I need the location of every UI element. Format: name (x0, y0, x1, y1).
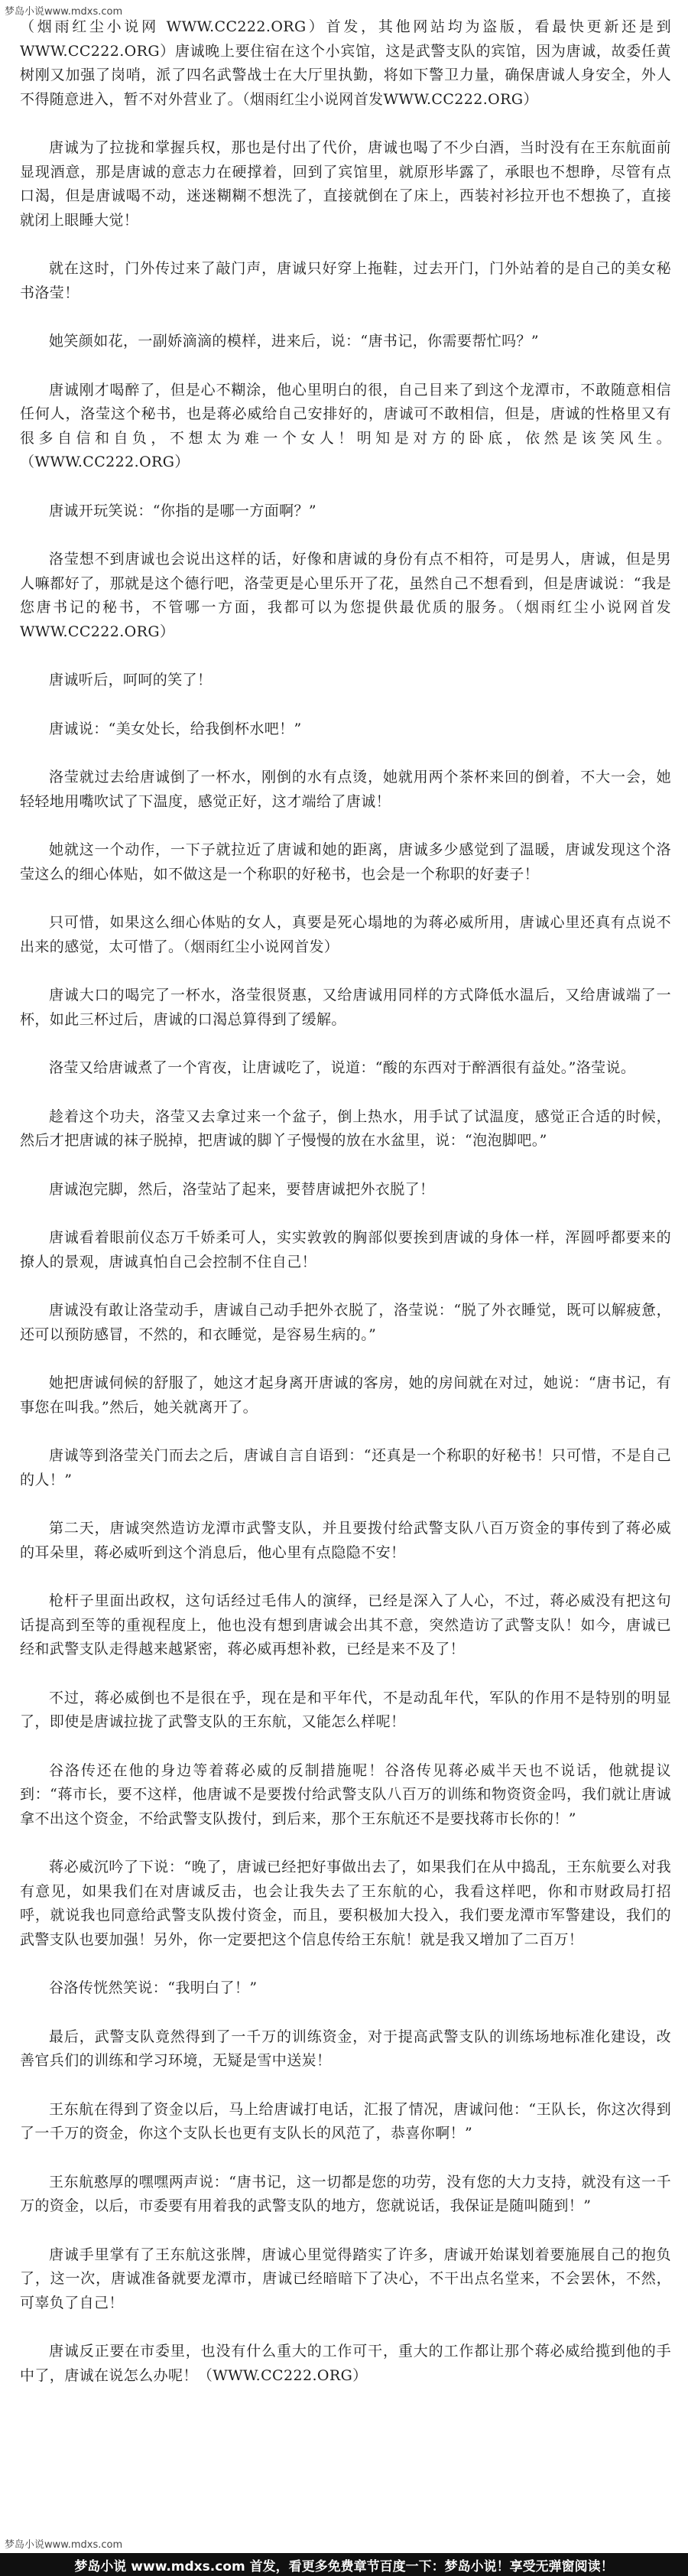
paragraph: 唐诚没有敢让洛莹动手，唐诚自己动手把外衣脱了，洛莹说：“脱了外衣睡觉，既可以解疲惫，还可以预防感冒，不然的，和衣睡觉，是容易生病的。” (20, 1302, 671, 1343)
paragraph: 洛莹又给唐诚煮了一个宵夜，让唐诚吃了，说道：“酸的东西对于醉酒很有益处。”洛莹说。 (49, 1059, 636, 1076)
paragraph: 唐诚开玩笑说：“你指的是哪一方面啊？” (49, 502, 317, 519)
footer-text: 梦岛小说 www.mdxs.com 首发，看更多免费章节百度一下：梦岛小说！享受无弹窗阅读！ (74, 2558, 614, 2574)
paragraph: 不过，蒋必威倒也不是很在乎，现在是和平年代，不是动乱年代，军队的作用不是特别的明显了，即使是唐诚拉拢了武警支队的王东航，又能怎么样呢！ (20, 1689, 671, 1730)
paragraph: 只可惜，如果这么细心体贴的女人，真要是死心塌地的为蒋必威所用，唐诚心里还真有点说不出来的感觉，太可惜了。（烟雨红尘小说网首发） (20, 914, 671, 955)
paragraph: 唐诚刚才喝醉了，但是心不糊涂，他心里明白的很，自己目来了到这个龙潭市，不敢随意相信任何人，洛莹这个秘书，也是蒋必威给自己安排好的，唐诚可不敢相信，但是，唐诚的性格里又有很多自信和自负，不想太为难一个女人！明知是对方的卧底，依然是该笑风生。（WWW.CC222.ORG） (20, 381, 671, 470)
paragraph: 枪杆子里面出政权，这句话经过毛伟人的演绎，已经是深入了人心，不过，蒋必威没有把这句话提高到至等的重视程度上，他也没有想到唐诚会出其不意，突然造访了武警支队！如今，唐诚已经和武警支队走得越来越紧密，蒋必威再想补救，已经是来不及了！ (20, 1592, 671, 1657)
paragraph: 谷洛传还在他的身边等着蒋必威的反制措施呢！谷洛传见蒋必威半天也不说话，他就提议到：“蒋市长，要不这样，他唐诚不是要拨付给武警支队八百万的训练和物资资金吗，我们就让唐诚拿不出这个资金，不给武警支队拨付，到后来，那个王东航还不是要找蒋市长你的！” (20, 1761, 671, 1827)
paragraph: 唐诚看着眼前仪态万千娇柔可人，实实敦敦的胸部似要挨到唐诚的身体一样，浑圆呼都要来的撩人的景观，唐诚真怕自己会控制不住自己！ (20, 1229, 671, 1270)
paragraph: 她笑颜如花，一副娇滴滴的模样，进来后，说：“唐书记，你需要帮忙吗？” (49, 333, 540, 350)
site-label-top: 梦岛小说www.mdxs.com (5, 6, 123, 18)
paragraph: 她把唐诚伺候的舒服了，她这才起身离开唐诚的客房，她的房间就在对过，她说：“唐书记，有事您在叫我。”然后，她关就离开了。 (20, 1374, 671, 1416)
paragraph: 谷洛传恍然笑说：“我明白了！” (49, 1979, 258, 1996)
paragraph: 唐诚反正要在市委里，也没有什么重大的工作可干，重大的工作都让那个蒋必威给揽到他的手中了，唐诚在说怎么办呢！（WWW.CC222.ORG） (20, 2343, 671, 2384)
paragraph: 趁着这个功夫，洛莹又去拿过来一个盆子，倒上热水，用手试了试温度，感觉正合适的时候，然后才把唐诚的袜子脱掉，把唐诚的脚丫子慢慢的放在水盆里，说：“泡泡脚吧。” (20, 1107, 671, 1149)
paragraph: 她就这一个动作，一下子就拉近了唐诚和她的距离，唐诚多少感觉到了温暖，唐诚发现这个洛莹这么的细心体贴，如不做这是一个称职的好秘书，也会是一个称职的好妻子！ (20, 841, 671, 883)
chapter-text (20, 15, 671, 2412)
paragraph: 唐诚大口的喝完了一杯水，洛莹很贤惠，又给唐诚用同样的方式降低水温后，又给唐诚端了一杯，如此三杯过后，唐诚的口渴总算得到了缓解。 (20, 987, 671, 1028)
paragraph: 洛莹就过去给唐诚倒了一杯水，刚倒的水有点烫，她就用两个茶杯来回的倒着，不大一会，她轻轻地用嘴吹试了下温度，感觉正好，这才端给了唐诚！ (20, 769, 671, 810)
paragraph: 唐诚说：“美女处长，给我倒杯水吧！” (49, 720, 302, 737)
footer-promo-bar (0, 2553, 688, 2576)
paragraph: 最后，武警支队竟然得到了一千万的训练资金，对于提高武警支队的训练场地标准化建设，改善官兵们的训练和学习环境，无疑是雪中送炭！ (20, 2028, 671, 2069)
paragraph: 洛莹想不到唐诚也会说出这样的话，好像和唐诚的身份有点不相符，可是男人，唐诚，但是男人嘛都好了，那就是这个德行吧，洛莹更是心里乐开了花，虽然自己不想看到，但是唐诚说：“我是您唐书记的秘书，不管哪一方面，我都可以为您提供最优质的服务。（烟雨红尘小说网首发WWW.CC222.ORG） (20, 551, 671, 640)
paragraph: 就在这时，门外传过来了敲门声，唐诚只好穿上拖鞋，过去开门，门外站着的是自己的美女秘书洛莹！ (20, 260, 671, 301)
paragraph: 王东航在得到了资金以后，马上给唐诚打电话，汇报了情况，唐诚问他：“王队长，你这次得到了一千万的资金，你这个支队长也更有支队长的风范了，恭喜你啊！” (20, 2100, 671, 2142)
paragraph: 唐诚手里掌有了王东航这张牌，唐诚心里觉得踏实了许多，唐诚开始谋划着要施展自己的抱负了，这一次，唐诚准备就要龙潭市，唐诚已经暗暗下了决心，不干出点名堂来，不会罢休，不然，可辜负了自己！ (20, 2246, 671, 2311)
paragraph: 蒋必威沉吟了下说：“晚了，唐诚已经把好事做出去了，如果我们在从中捣乱，王东航要么对我有意见，如果我们在对唐诚反击，也会让我失去了王东航的心，我看这样吧，你和市财政局打招呼，就说我也同意给武警支队拨付资金，而且，要积极加大投入，我们要龙潭市军警建设，我们的武警支队也要加强！另外，你一定要把这个信息传给王东航！就是我又增加了二百万！ (20, 1859, 671, 1948)
paragraph: （烟雨红尘小说网 WWW.CC222.ORG）首发，其他网站均为盗版，看最快更新还是到WWW.CC222.ORG）唐诚晚上要住宿在这个小宾馆，这是武警支队的宾馆，因为唐诚，故委任黄树刚又加强了岗哨，派了四名武警战士在大厅里执勤，将如下警卫力量，确保唐诚人身安全，外人不得随意进入，暂不对外营业了。（烟雨红尘小说网首发WWW.CC222.ORG） (20, 18, 671, 108)
paragraph: 唐诚听后，呵呵的笑了！ (49, 672, 213, 688)
paragraph: 唐诚泡完脚，然后，洛莹站了起来，要替唐诚把外衣脱了！ (49, 1180, 435, 1198)
paragraph: 唐诚等到洛莹关门而去之后，唐诚自言自语到：“还真是一个称职的好秘书！只可惜，不是自己的人！” (20, 1447, 671, 1488)
paragraph: 王东航憨厚的嘿嘿两声说：“唐书记，这一切都是您的功劳，没有您的大力支持，就没有这一千万的资金，以后，市委要有用着我的武警支队的地方，您就说话，我保证是随叫随到！” (20, 2173, 671, 2214)
paragraph: 唐诚为了拉拢和掌握兵权，那也是付出了代价，唐诚也喝了不少白酒，当时没有在王东航面前显现酒意，那是唐诚的意志力在硬撑着，回到了宾馆里，就原形毕露了，承眼也不想睁，尽管有点口渴，但是唐诚喝不动，迷迷糊糊不想洗了，直接就倒在了床上，西装衬衫拉开也不想换了，直接就闭上眼睡大觉！ (20, 139, 671, 229)
paragraph: 第二天，唐诚突然造访龙潭市武警支队，并且要拨付给武警支队八百万资金的事传到了蒋必威的耳朵里，蒋必威听到这个消息后，他心里有点隐隐不安！ (20, 1520, 671, 1561)
site-label-bottom: 梦岛小说www.mdxs.com (5, 2539, 123, 2551)
